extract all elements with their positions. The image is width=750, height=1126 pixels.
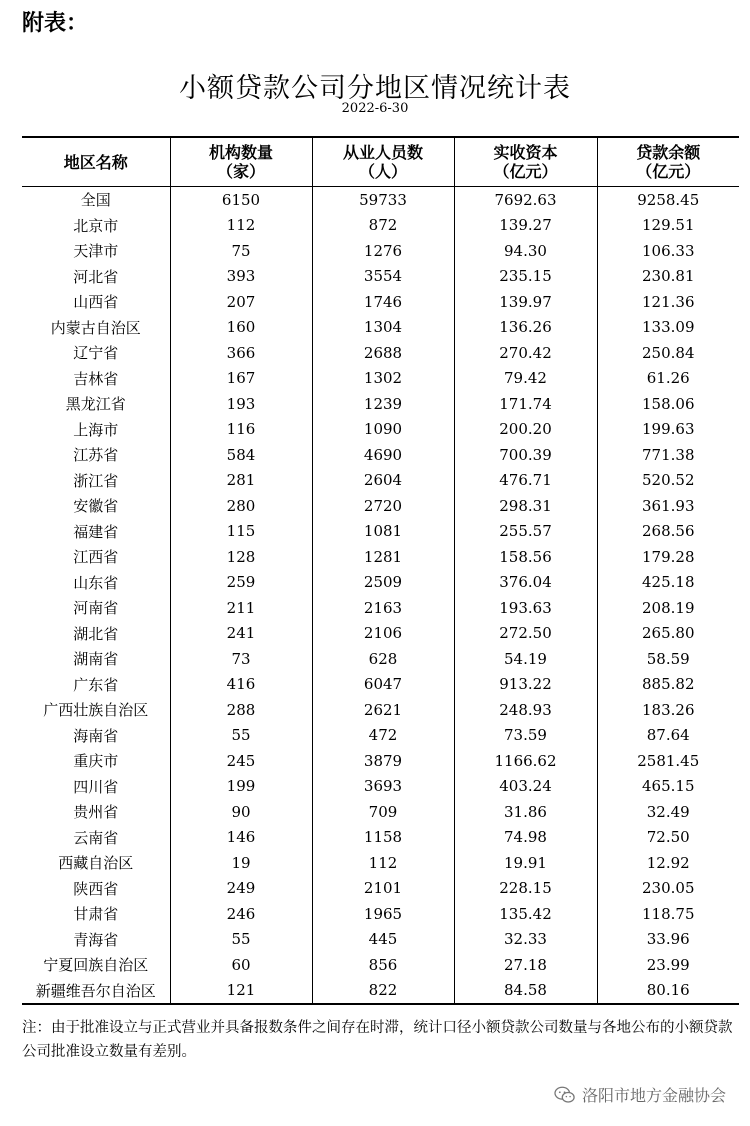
- cell-paid-in-capital: 248.93: [454, 697, 597, 723]
- header-region: [22, 137, 170, 187]
- cell-institutions: 160: [170, 315, 312, 341]
- cell-paid-in-capital: 235.15: [454, 264, 597, 290]
- cell-region: 山西省: [73, 293, 119, 312]
- cell-employees: 872: [312, 213, 454, 239]
- cell-paid-in-capital: 228.15: [454, 876, 597, 902]
- cell-loan-balance: 32.49: [597, 799, 739, 825]
- table-row: [22, 621, 739, 647]
- table-body: [22, 187, 739, 1005]
- cell-institutions: 366: [170, 340, 312, 366]
- cell-loan-balance: 771.38: [597, 442, 739, 468]
- cell-loan-balance: 87.64: [597, 723, 739, 749]
- cell-loan-balance: 179.28: [597, 544, 739, 570]
- cell-region: 山东省: [73, 573, 119, 592]
- cell-region: 云南省: [73, 828, 119, 847]
- table-row: [22, 493, 739, 519]
- header-unit: （家）: [216, 162, 265, 181]
- cell-region: 河南省: [73, 599, 119, 618]
- cell-employees: 1281: [312, 544, 454, 570]
- cell-employees: 472: [312, 723, 454, 749]
- cell-region: 河北省: [73, 267, 119, 286]
- cell-institutions: 249: [170, 876, 312, 902]
- cell-institutions: 19: [170, 850, 312, 876]
- table-row: [22, 264, 739, 290]
- cell-region: 北京市: [73, 216, 119, 235]
- cell-institutions: 146: [170, 825, 312, 851]
- table-row: [22, 366, 739, 392]
- table-row: [22, 595, 739, 621]
- cell-region: 甘肃省: [73, 905, 119, 924]
- cell-loan-balance: 183.26: [597, 697, 739, 723]
- table-row: [22, 289, 739, 315]
- cell-employees: 2720: [312, 493, 454, 519]
- cell-paid-in-capital: 19.91: [454, 850, 597, 876]
- cell-institutions: 207: [170, 289, 312, 315]
- cell-employees: 1746: [312, 289, 454, 315]
- cell-region: 湖南省: [73, 650, 119, 669]
- table-row: [22, 774, 739, 800]
- footnote: 注：由于批准设立与正式营业并具备报数条件之间存在时滞，统计口径小额贷款公司数量与各地公布的小额贷款公司批准设立数量有差别。: [22, 1020, 733, 1060]
- cell-employees: 6047: [312, 672, 454, 698]
- header-loan-balance: [597, 137, 739, 187]
- cell-institutions: 211: [170, 595, 312, 621]
- cell-paid-in-capital: 32.33: [454, 927, 597, 953]
- cell-paid-in-capital: 272.50: [454, 621, 597, 647]
- cell-employees: 2604: [312, 468, 454, 494]
- cell-region: 四川省: [73, 777, 119, 796]
- cell-institutions: 246: [170, 901, 312, 927]
- header-line1: 实收资本: [493, 143, 558, 162]
- cell-institutions: 115: [170, 519, 312, 545]
- cell-employees: 1239: [312, 391, 454, 417]
- cell-loan-balance: 230.81: [597, 264, 739, 290]
- cell-paid-in-capital: 158.56: [454, 544, 597, 570]
- cell-employees: 3693: [312, 774, 454, 800]
- cell-region: 宁夏回族自治区: [43, 956, 149, 975]
- cell-region: 浙江省: [73, 471, 119, 490]
- table-header-row: [22, 137, 739, 187]
- table-row: [22, 646, 739, 672]
- cell-paid-in-capital: 54.19: [454, 646, 597, 672]
- cell-institutions: 259: [170, 570, 312, 596]
- cell-employees: 1304: [312, 315, 454, 341]
- cell-institutions: 121: [170, 978, 312, 1005]
- cell-paid-in-capital: 171.74: [454, 391, 597, 417]
- cell-region: 陕西省: [73, 879, 119, 898]
- header-unit: （亿元）: [636, 162, 701, 181]
- cell-loan-balance: 9258.45: [597, 187, 739, 213]
- cell-employees: 2621: [312, 697, 454, 723]
- cell-institutions: 393: [170, 264, 312, 290]
- cell-loan-balance: 121.36: [597, 289, 739, 315]
- table-row: [22, 825, 739, 851]
- cell-paid-in-capital: 7692.63: [454, 187, 597, 213]
- table-row: [22, 187, 739, 213]
- cell-institutions: 116: [170, 417, 312, 443]
- watermark: [554, 1083, 726, 1106]
- cell-loan-balance: 265.80: [597, 621, 739, 647]
- cell-paid-in-capital: 73.59: [454, 723, 597, 749]
- cell-employees: 628: [312, 646, 454, 672]
- cell-loan-balance: 80.16: [597, 978, 739, 1005]
- cell-employees: 822: [312, 978, 454, 1005]
- wechat-icon: [554, 1085, 576, 1105]
- cell-region: 内蒙古自治区: [50, 318, 141, 337]
- appendix-label: 附表：: [22, 11, 89, 36]
- header-line1: 从业人员数: [342, 143, 423, 162]
- cell-paid-in-capital: 84.58: [454, 978, 597, 1005]
- cell-region: 新疆维吾尔自治区: [35, 981, 156, 1000]
- header-line1: 贷款余额: [636, 143, 701, 162]
- cell-institutions: 167: [170, 366, 312, 392]
- header-line1: 地区名称: [63, 152, 128, 172]
- table-row: [22, 799, 739, 825]
- table-row: [22, 391, 739, 417]
- cell-employees: 1090: [312, 417, 454, 443]
- cell-paid-in-capital: 135.42: [454, 901, 597, 927]
- table-row: [22, 850, 739, 876]
- cell-region: 湖北省: [73, 624, 119, 643]
- cell-institutions: 90: [170, 799, 312, 825]
- table-row: [22, 978, 739, 1005]
- cell-loan-balance: 250.84: [597, 340, 739, 366]
- cell-region: 辽宁省: [73, 344, 119, 363]
- table-row: [22, 723, 739, 749]
- cell-paid-in-capital: 700.39: [454, 442, 597, 468]
- cell-region: 福建省: [73, 522, 119, 541]
- table-row: [22, 876, 739, 902]
- cell-employees: 3879: [312, 748, 454, 774]
- cell-loan-balance: 58.59: [597, 646, 739, 672]
- cell-employees: 2101: [312, 876, 454, 902]
- cell-institutions: 55: [170, 927, 312, 953]
- cell-employees: 2509: [312, 570, 454, 596]
- cell-institutions: 280: [170, 493, 312, 519]
- cell-institutions: 199: [170, 774, 312, 800]
- cell-loan-balance: 230.05: [597, 876, 739, 902]
- cell-region: 全国: [80, 191, 111, 210]
- header-unit: （人）: [358, 162, 407, 181]
- table-row: [22, 748, 739, 774]
- cell-paid-in-capital: 94.30: [454, 238, 597, 264]
- cell-paid-in-capital: 913.22: [454, 672, 597, 698]
- cell-institutions: 55: [170, 723, 312, 749]
- table-row: [22, 468, 739, 494]
- cell-loan-balance: 199.63: [597, 417, 739, 443]
- cell-loan-balance: 520.52: [597, 468, 739, 494]
- cell-loan-balance: 61.26: [597, 366, 739, 392]
- cell-employees: 1965: [312, 901, 454, 927]
- cell-paid-in-capital: 79.42: [454, 366, 597, 392]
- cell-paid-in-capital: 139.27: [454, 213, 597, 239]
- cell-employees: 2163: [312, 595, 454, 621]
- cell-loan-balance: 885.82: [597, 672, 739, 698]
- table-row: [22, 901, 739, 927]
- cell-employees: 1158: [312, 825, 454, 851]
- table-row: [22, 417, 739, 443]
- table-row: [22, 697, 739, 723]
- table-row: [22, 570, 739, 596]
- cell-paid-in-capital: 270.42: [454, 340, 597, 366]
- cell-loan-balance: 23.99: [597, 952, 739, 978]
- cell-employees: 856: [312, 952, 454, 978]
- cell-paid-in-capital: 476.71: [454, 468, 597, 494]
- cell-region: 广西壮族自治区: [43, 701, 149, 720]
- table-row: [22, 519, 739, 545]
- cell-loan-balance: 158.06: [597, 391, 739, 417]
- cell-region: 重庆市: [73, 752, 119, 771]
- table-row: [22, 340, 739, 366]
- cell-employees: 2688: [312, 340, 454, 366]
- cell-region: 黑龙江省: [65, 395, 126, 414]
- cell-paid-in-capital: 255.57: [454, 519, 597, 545]
- cell-loan-balance: 425.18: [597, 570, 739, 596]
- table-row: [22, 544, 739, 570]
- cell-paid-in-capital: 376.04: [454, 570, 597, 596]
- cell-paid-in-capital: 27.18: [454, 952, 597, 978]
- cell-institutions: 6150: [170, 187, 312, 213]
- header-institution-count: [170, 137, 312, 187]
- cell-region: 天津市: [73, 242, 119, 261]
- cell-institutions: 281: [170, 468, 312, 494]
- cell-employees: 3554: [312, 264, 454, 290]
- table-row: [22, 442, 739, 468]
- cell-institutions: 112: [170, 213, 312, 239]
- table-row: [22, 213, 739, 239]
- cell-paid-in-capital: 200.20: [454, 417, 597, 443]
- cell-paid-in-capital: 1166.62: [454, 748, 597, 774]
- cell-employees: 4690: [312, 442, 454, 468]
- cell-institutions: 128: [170, 544, 312, 570]
- cell-employees: 1276: [312, 238, 454, 264]
- cell-loan-balance: 129.51: [597, 213, 739, 239]
- table-row: [22, 238, 739, 264]
- cell-region: 青海省: [73, 930, 119, 949]
- cell-loan-balance: 118.75: [597, 901, 739, 927]
- cell-loan-balance: 361.93: [597, 493, 739, 519]
- cell-institutions: 416: [170, 672, 312, 698]
- header-paid-in-capital: [454, 137, 597, 187]
- cell-institutions: 75: [170, 238, 312, 264]
- header-employee-count: [312, 137, 454, 187]
- header-unit: （亿元）: [493, 162, 558, 181]
- cell-region: 西藏自治区: [58, 854, 134, 873]
- cell-loan-balance: 33.96: [597, 927, 739, 953]
- cell-paid-in-capital: 298.31: [454, 493, 597, 519]
- cell-region: 贵州省: [73, 803, 119, 822]
- table-row: [22, 927, 739, 953]
- cell-employees: 112: [312, 850, 454, 876]
- cell-loan-balance: 465.15: [597, 774, 739, 800]
- cell-loan-balance: 2581.45: [597, 748, 739, 774]
- cell-paid-in-capital: 74.98: [454, 825, 597, 851]
- table-row: [22, 315, 739, 341]
- cell-loan-balance: 106.33: [597, 238, 739, 264]
- watermark-text: 洛阳市地方金融协会: [581, 1086, 726, 1105]
- cell-employees: 445: [312, 927, 454, 953]
- cell-loan-balance: 12.92: [597, 850, 739, 876]
- cell-paid-in-capital: 139.97: [454, 289, 597, 315]
- cell-paid-in-capital: 193.63: [454, 595, 597, 621]
- cell-region: 广东省: [73, 675, 119, 694]
- report-date: 2022-6-30: [341, 101, 409, 116]
- cell-loan-balance: 133.09: [597, 315, 739, 341]
- cell-employees: 709: [312, 799, 454, 825]
- cell-employees: 1081: [312, 519, 454, 545]
- cell-institutions: 288: [170, 697, 312, 723]
- cell-region: 安徽省: [73, 497, 119, 516]
- header-line1: 机构数量: [208, 143, 273, 162]
- cell-region: 上海市: [73, 420, 119, 439]
- cell-region: 江苏省: [73, 446, 119, 465]
- page-title: 小额贷款公司分地区情况统计表: [179, 73, 571, 104]
- cell-loan-balance: 208.19: [597, 595, 739, 621]
- cell-paid-in-capital: 136.26: [454, 315, 597, 341]
- table-row: [22, 952, 739, 978]
- cell-institutions: 241: [170, 621, 312, 647]
- cell-employees: 59733: [312, 187, 454, 213]
- cell-institutions: 193: [170, 391, 312, 417]
- cell-loan-balance: 268.56: [597, 519, 739, 545]
- cell-region: 吉林省: [73, 369, 119, 388]
- cell-paid-in-capital: 31.86: [454, 799, 597, 825]
- cell-paid-in-capital: 403.24: [454, 774, 597, 800]
- cell-loan-balance: 72.50: [597, 825, 739, 851]
- cell-institutions: 245: [170, 748, 312, 774]
- cell-employees: 1302: [312, 366, 454, 392]
- cell-institutions: 60: [170, 952, 312, 978]
- table-row: [22, 672, 739, 698]
- cell-region: 海南省: [73, 726, 119, 745]
- cell-employees: 2106: [312, 621, 454, 647]
- cell-institutions: 584: [170, 442, 312, 468]
- statistics-table: [22, 136, 739, 1005]
- cell-region: 江西省: [73, 548, 119, 567]
- cell-institutions: 73: [170, 646, 312, 672]
